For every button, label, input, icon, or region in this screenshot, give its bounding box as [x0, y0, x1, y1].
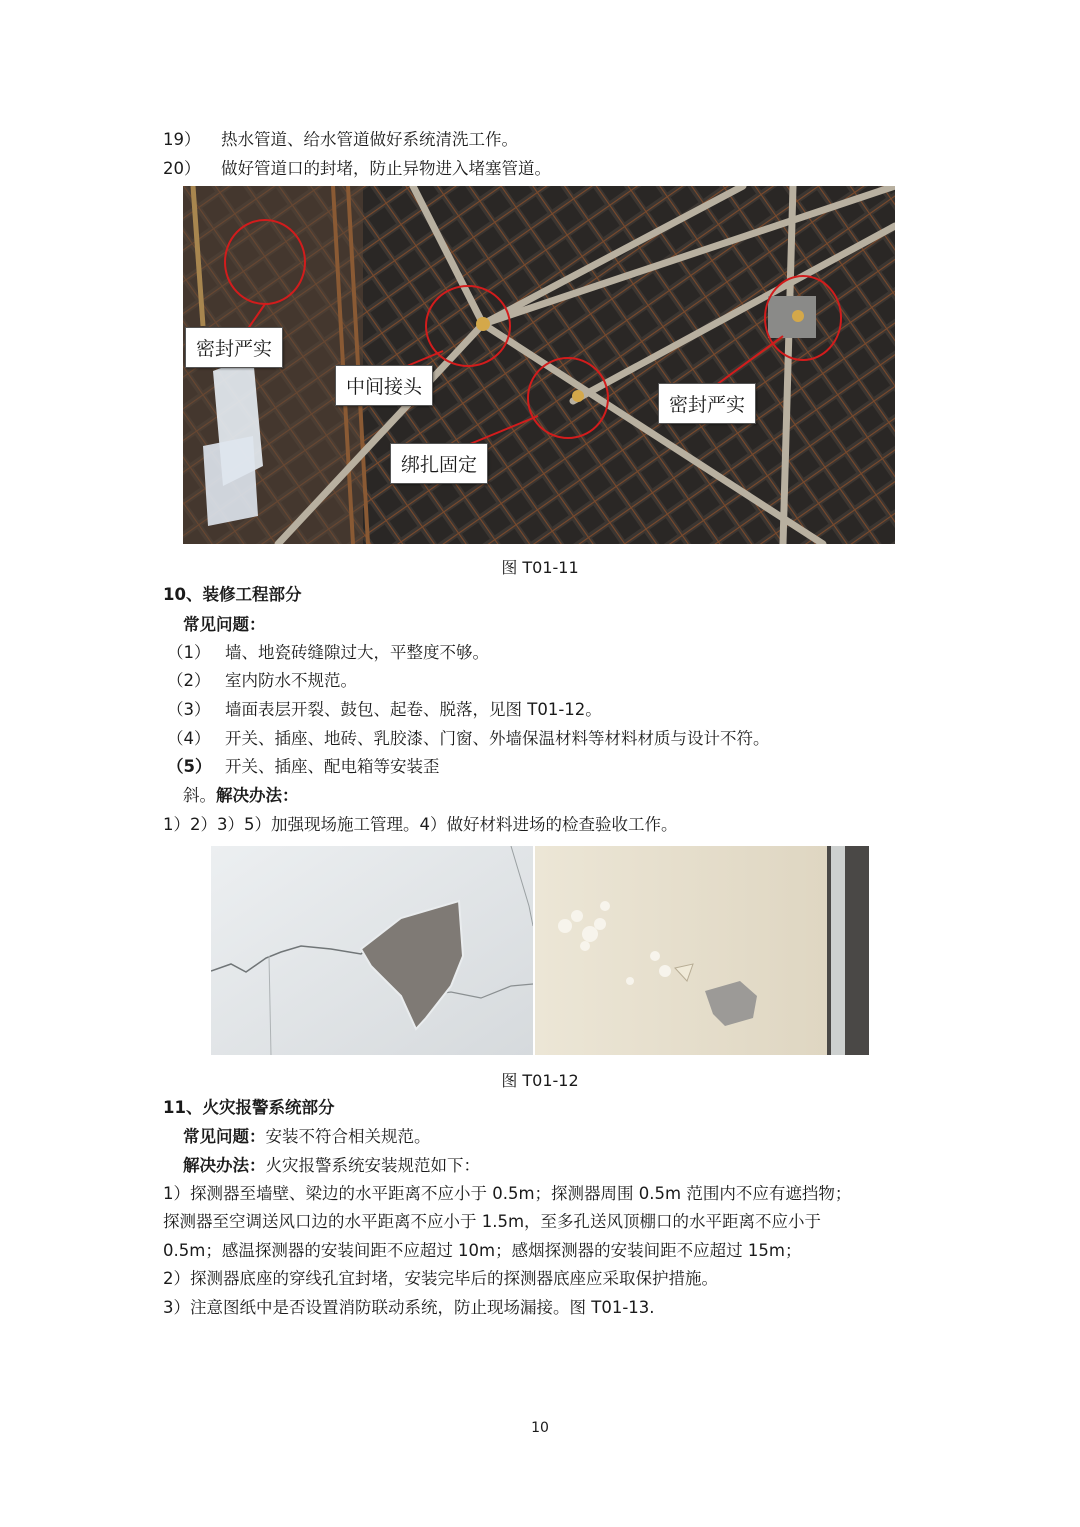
item-number: 20）	[163, 159, 201, 178]
solution-text: 火灾报警系统安装规范如下：	[265, 1156, 480, 1175]
wall-peeling-illustration	[535, 846, 869, 1055]
list-item	[167, 699, 602, 721]
item-text: 热水管道、给水管道做好系统清洗工作。	[221, 130, 518, 149]
figure-caption-t01-12: 图 T01-12	[501, 1071, 579, 1090]
wall-peeling-photo	[535, 846, 869, 1055]
wall-crack-illustration	[211, 846, 533, 1055]
pipe-construction-photo	[183, 186, 895, 544]
problems-label: 常见问题：	[183, 1127, 266, 1146]
page-number: 10	[531, 1420, 549, 1436]
section-heading-11: 11、火灾报警系统部分	[163, 1098, 335, 1117]
problems-text: 安装不符合相关规范。	[265, 1127, 431, 1146]
item-number: （2）	[167, 671, 211, 690]
callout-seal-left: 密封严实	[185, 327, 283, 368]
solution-label: 解决办法：	[183, 1156, 266, 1175]
callout-middle-joint: 中间接头	[335, 365, 433, 406]
list-item-19	[163, 129, 518, 151]
paragraph-line: 0.5m；感温探测器的安装间距不应超过 10m；感烟探测器的安装间距不应超过 15m；	[163, 1241, 802, 1260]
paragraph-line: 3）注意图纸中是否设置消防联动系统，防止现场漏接。图 T01-13.	[163, 1298, 655, 1317]
solution-line	[183, 1155, 480, 1177]
solution-line	[183, 785, 299, 807]
item-text: 做好管道口的封堵，防止异物进入堵塞管道。	[221, 159, 551, 178]
list-item-20	[163, 158, 551, 180]
wall-crack-photo	[211, 846, 533, 1055]
callout-bind-fix: 绑扎固定	[390, 443, 488, 484]
item-text: 室内防水不规范。	[225, 671, 357, 690]
item-text: 开关、插座、地砖、乳胶漆、门窗、外墙保温材料等材料材质与设计不符。	[225, 729, 770, 748]
item-text: 开关、插座、配电箱等安装歪	[225, 757, 440, 776]
solution-text: 1）2）3）5）加强现场施工管理。4）做好材料进场的检查验收工作。	[163, 815, 678, 834]
solution-label: 解决办法：	[216, 786, 299, 805]
list-item	[167, 670, 357, 692]
item-number: （1）	[167, 643, 211, 662]
problems-line	[183, 1126, 431, 1148]
section-heading-10: 10、装修工程部分	[163, 585, 302, 604]
pipe-photo-illustration	[183, 186, 895, 544]
item-text: 墙、地瓷砖缝隙过大，平整度不够。	[225, 643, 489, 662]
list-item	[167, 642, 489, 664]
callout-seal-right: 密封严实	[658, 383, 756, 424]
list-item	[167, 756, 440, 778]
paragraph-line: 2）探测器底座的穿线孔宜封堵，安装完毕后的探测器底座应采取保护措施。	[163, 1269, 718, 1288]
list-item	[167, 728, 770, 750]
wrap-text: 斜。	[183, 786, 216, 805]
paragraph-line: 探测器至空调送风口边的水平距离不应小于 1.5m，至多孔送风顶棚口的水平距离不应小于	[163, 1212, 822, 1231]
paragraph-line: 1）探测器至墙壁、梁边的水平距离不应小于 0.5m；探测器周围 0.5m 范围内不应有遮挡物；	[163, 1184, 852, 1203]
item-number: （4）	[167, 729, 211, 748]
problems-label: 常见问题：	[183, 615, 266, 634]
item-text: 墙面表层开裂、鼓包、起卷、脱落，见图 T01-12。	[225, 700, 602, 719]
item-number: （3）	[167, 700, 211, 719]
figure-caption-t01-11: 图 T01-11	[501, 558, 579, 577]
item-number: 19）	[163, 130, 201, 149]
item-number: （5）	[167, 757, 212, 776]
